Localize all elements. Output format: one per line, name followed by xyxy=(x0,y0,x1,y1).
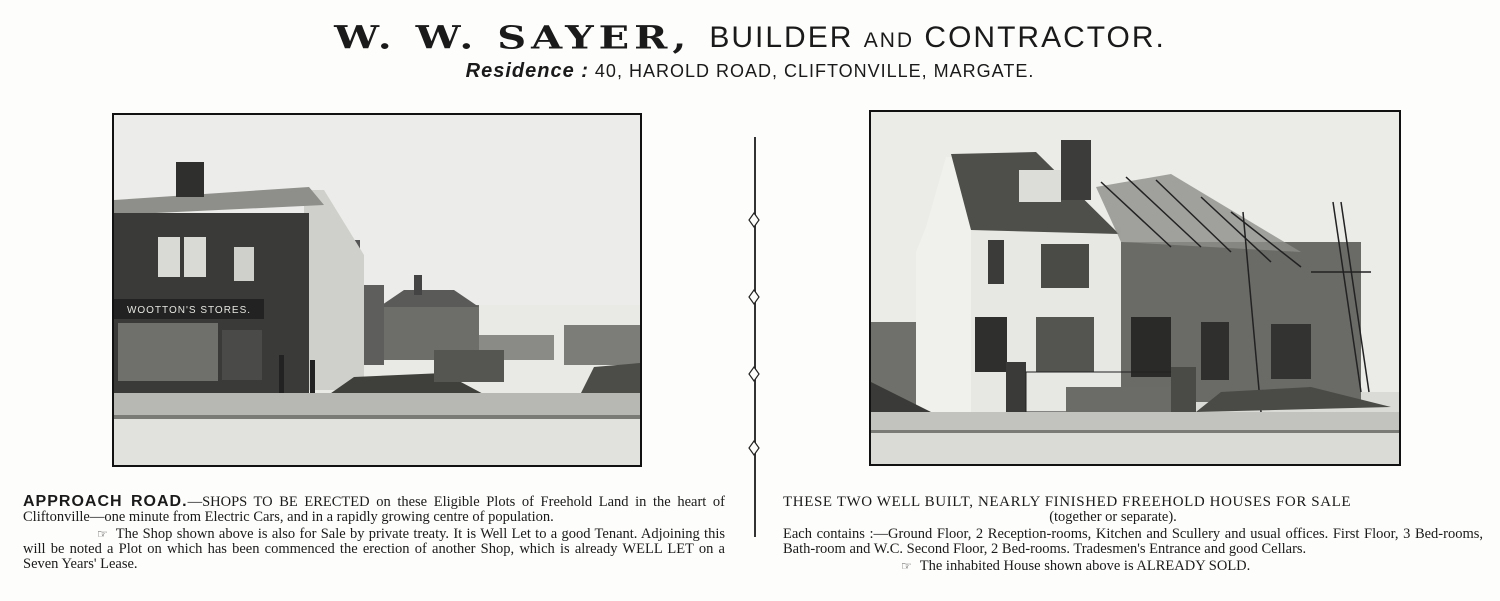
approach-road-illustration xyxy=(114,115,640,465)
lozenge-ornament xyxy=(748,212,760,228)
residence-address: 40, HAROLD ROAD, CLIFTONVILLE, MARGATE. xyxy=(594,61,1035,81)
photo-approach-road xyxy=(112,113,642,467)
lozenge-ornament xyxy=(748,440,760,456)
trade-contractor: CONTRACTOR. xyxy=(924,20,1166,54)
freehold-houses-illustration xyxy=(871,112,1399,464)
pointing-hand-icon: ☞ xyxy=(901,559,912,573)
approach-road-paragraph xyxy=(23,494,725,525)
approach-road-caption xyxy=(23,494,725,572)
shop-sale-note-text: The Shop shown above is also for Sale by private treaty. It is Well Let to a good Tenant. Adjoining this will be noted a Plot on which has been commenced the erection of another Shop, which is already WELL LET on a Seven Years' Lease. xyxy=(23,526,725,572)
page-header xyxy=(0,14,1500,61)
approach-road-text: —SHOPS TO BE ERECTED on these Eligible Plots of Freehold Land in the heart of Cliftonville—one minute from Electric Cars, and in a rapidly growing centre of population. xyxy=(23,494,725,525)
houses-caption xyxy=(783,495,1483,574)
residence-label: Residence : xyxy=(465,60,589,82)
houses-description: Each contains :—Ground Floor, 2 Reception-rooms, Kitchen and Scullery and usual offices. First Floor, 3 Bed-rooms, Bath-room and W.C. Second Floor, 2 Bed-rooms. Tradesmen's Entrance and good Cellars. xyxy=(783,526,1483,557)
shop-sale-note xyxy=(23,527,725,572)
lozenge-ornament xyxy=(748,366,760,382)
photo-freehold-houses xyxy=(869,110,1401,466)
pointing-hand-icon: ☞ xyxy=(97,527,108,541)
sold-note xyxy=(783,559,1483,574)
approach-road-heading: APPROACH ROAD. xyxy=(23,493,188,510)
column-divider xyxy=(754,137,756,537)
residence-line xyxy=(0,60,1500,83)
lozenge-ornament xyxy=(748,289,760,305)
shop-sign-text: WOOTTON'S STORES. xyxy=(126,305,252,316)
trade-builder: BUILDER xyxy=(709,20,854,54)
sold-note-text: The inhabited House shown above is ALREADY SOLD. xyxy=(919,558,1251,574)
firm-name: W. W. SAYER, xyxy=(334,18,692,57)
houses-headline: THESE TWO WELL BUILT, NEARLY FINISHED FREEHOLD HOUSES FOR SALE xyxy=(783,494,1352,510)
trade-and: AND xyxy=(863,28,915,52)
trade-description xyxy=(709,21,1166,54)
houses-subheadline: (together or separate). xyxy=(1049,509,1177,525)
